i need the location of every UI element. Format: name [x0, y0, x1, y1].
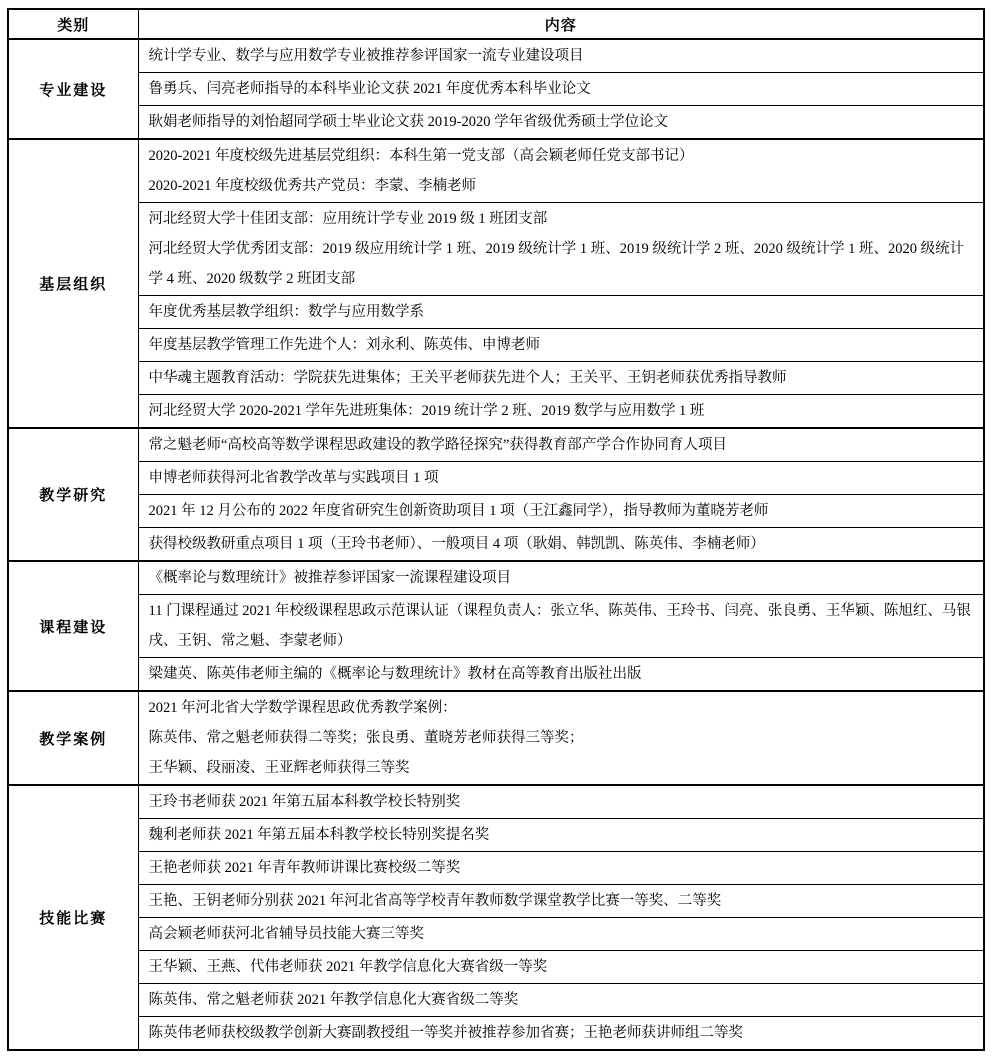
- content-line: 统计学专业、数学与应用数学专业被推荐参评国家一流专业建设项目: [148, 48, 584, 64]
- content-cell: [138, 691, 984, 785]
- content-cell: [138, 984, 984, 1017]
- awards-table: [7, 8, 985, 1051]
- content-line: 2020-2021 年度校级优秀共产党员：李蒙、李楠老师: [148, 178, 476, 194]
- content-line: 高会颖老师获河北省辅导员技能大赛三等奖: [148, 926, 424, 942]
- content-line: 王艳老师获 2021 年青年教师讲课比赛校级二等奖: [148, 860, 461, 876]
- table-row: [8, 329, 984, 362]
- content-line: 陈英伟、常之魁老师获得二等奖；张良勇、董晓芳老师获得三等奖；: [148, 730, 584, 746]
- content-cell: [138, 595, 984, 658]
- content-cell: [138, 528, 984, 562]
- content-line: 获得校级教研重点项目 1 项（王玲书老师）、一般项目 4 项（耿娟、韩凯凯、陈英伟、李楠老师）: [148, 536, 765, 552]
- category-cell-teaching-cases: 教学案例: [8, 691, 138, 785]
- content-line: 2021 年河北省大学数学课程思政优秀教学案例：: [148, 700, 457, 716]
- table-row: [8, 73, 984, 106]
- header-category: 类别: [8, 9, 138, 39]
- content-cell: [138, 1017, 984, 1051]
- content-line: 王艳、王钥老师分别获 2021 年河北省高等学校青年教师数学课堂教学比赛一等奖、二等奖: [148, 893, 722, 909]
- content-cell: [138, 203, 984, 296]
- content-line: 河北经贸大学 2020-2021 学年先进班集体：2019 统计学 2 班、2019 数学与应用数学 1 班: [148, 403, 705, 419]
- content-cell: [138, 852, 984, 885]
- table-row: [8, 885, 984, 918]
- content-cell: [138, 329, 984, 362]
- content-cell: [138, 428, 984, 462]
- content-line: 耿娟老师指导的刘怡超同学硕士毕业论文获 2019-2020 学年省级优秀硕士学位论文: [148, 114, 669, 130]
- content-line: 王华颖、段丽凌、王亚辉老师获得三等奖: [148, 760, 410, 776]
- table-row: [8, 395, 984, 429]
- table-row: [8, 39, 984, 73]
- table-row: [8, 691, 984, 785]
- content-line: 王华颖、王燕、代伟老师获 2021 年教学信息化大赛省级一等奖: [148, 959, 548, 975]
- content-line: 梁建英、陈英伟老师主编的《概率论与数理统计》教材在高等教育出版社出版: [148, 666, 642, 682]
- content-line: 申博老师获得河北省教学改革与实践项目 1 项: [148, 470, 439, 486]
- category-cell-teaching-research: 教学研究: [8, 428, 138, 561]
- category-cell-professional-development: 专业建设: [8, 39, 138, 139]
- content-cell: [138, 495, 984, 528]
- content-cell: [138, 73, 984, 106]
- content-line: 2021 年 12 月公布的 2022 年度省研究生创新资助项目 1 项（王江鑫同学），指导教师为董晓芳老师: [148, 503, 769, 519]
- content-cell: [138, 951, 984, 984]
- content-line: 鲁勇兵、闫亮老师指导的本科毕业论文获 2021 年度优秀本科毕业论文: [148, 81, 591, 97]
- content-line: 2020-2021 年度校级先进基层党组织：本科生第一党支部（高会颖老师任党支部书记）: [148, 148, 694, 164]
- table-row: [8, 658, 984, 692]
- table-row: [8, 561, 984, 595]
- content-line: 《概率论与数理统计》被推荐参评国家一流课程建设项目: [148, 570, 511, 586]
- content-line: 王玲书老师获 2021 年第五届本科教学校长特别奖: [148, 794, 461, 810]
- content-cell: [138, 462, 984, 495]
- content-line: 河北经贸大学优秀团支部：2019 级应用统计学 1 班、2019 级统计学 1 班、2019 级统计学 2 班、2020 级统计学 1 班、2020 级统计学 4 班、2020 级数学 2 班团支部: [148, 241, 965, 287]
- content-cell: [138, 139, 984, 203]
- header-content: 内容: [138, 9, 984, 39]
- table-row: [8, 428, 984, 462]
- content-cell: [138, 819, 984, 852]
- table-row: [8, 106, 984, 140]
- content-cell: [138, 106, 984, 140]
- content-cell: [138, 39, 984, 73]
- content-cell: [138, 362, 984, 395]
- category-cell-course-construction: 课程建设: [8, 561, 138, 691]
- content-cell: [138, 296, 984, 329]
- content-line: 陈英伟老师获校级教学创新大赛副教授组一等奖并被推荐参加省赛；王艳老师获讲师组二等奖: [148, 1025, 743, 1041]
- content-line: 常之魁老师“高校高等数学课程思政建设的教学路径探究”获得教育部产学合作协同育人项目: [148, 437, 727, 453]
- content-line: 年度基层教学管理工作先进个人：刘永利、陈英伟、申博老师: [148, 337, 540, 353]
- table-row: [8, 852, 984, 885]
- content-line: 11 门课程通过 2021 年校级课程思政示范课认证（课程负责人：张立华、陈英伟、王玲书、闫亮、张良勇、王华颖、陈旭红、马银戌、王钥、常之魁、李蒙老师）: [148, 603, 971, 649]
- table-row: [8, 139, 984, 203]
- table-row: [8, 203, 984, 296]
- content-cell: [138, 658, 984, 692]
- table-row: [8, 951, 984, 984]
- category-cell-skill-competitions: 技能比赛: [8, 785, 138, 1050]
- category-cell-grassroots-organizations: 基层组织: [8, 139, 138, 428]
- table-row: [8, 819, 984, 852]
- table-row: [8, 984, 984, 1017]
- table-row: [8, 495, 984, 528]
- table-row: [8, 362, 984, 395]
- content-line: 中华魂主题教育活动：学院获先进集体；王关平老师获先进个人；王关平、王钥老师获优秀指导教师: [148, 370, 787, 386]
- content-line: 年度优秀基层教学组织：数学与应用数学系: [148, 304, 424, 320]
- table-row: [8, 462, 984, 495]
- content-line: 河北经贸大学十佳团支部：应用统计学专业 2019 级 1 班团支部: [148, 211, 548, 227]
- table-row: [8, 296, 984, 329]
- table-row: [8, 785, 984, 819]
- table-row: [8, 595, 984, 658]
- header-row: [8, 9, 984, 39]
- table-row: [8, 528, 984, 562]
- table-row: [8, 1017, 984, 1051]
- content-cell: [138, 918, 984, 951]
- content-cell: [138, 561, 984, 595]
- content-line: 陈英伟、常之魁老师获 2021 年教学信息化大赛省级二等奖: [148, 992, 519, 1008]
- content-cell: [138, 885, 984, 918]
- table-row: [8, 918, 984, 951]
- content-line: 魏利老师获 2021 年第五届本科教学校长特别奖提名奖: [148, 827, 490, 843]
- content-cell: [138, 785, 984, 819]
- content-cell: [138, 395, 984, 429]
